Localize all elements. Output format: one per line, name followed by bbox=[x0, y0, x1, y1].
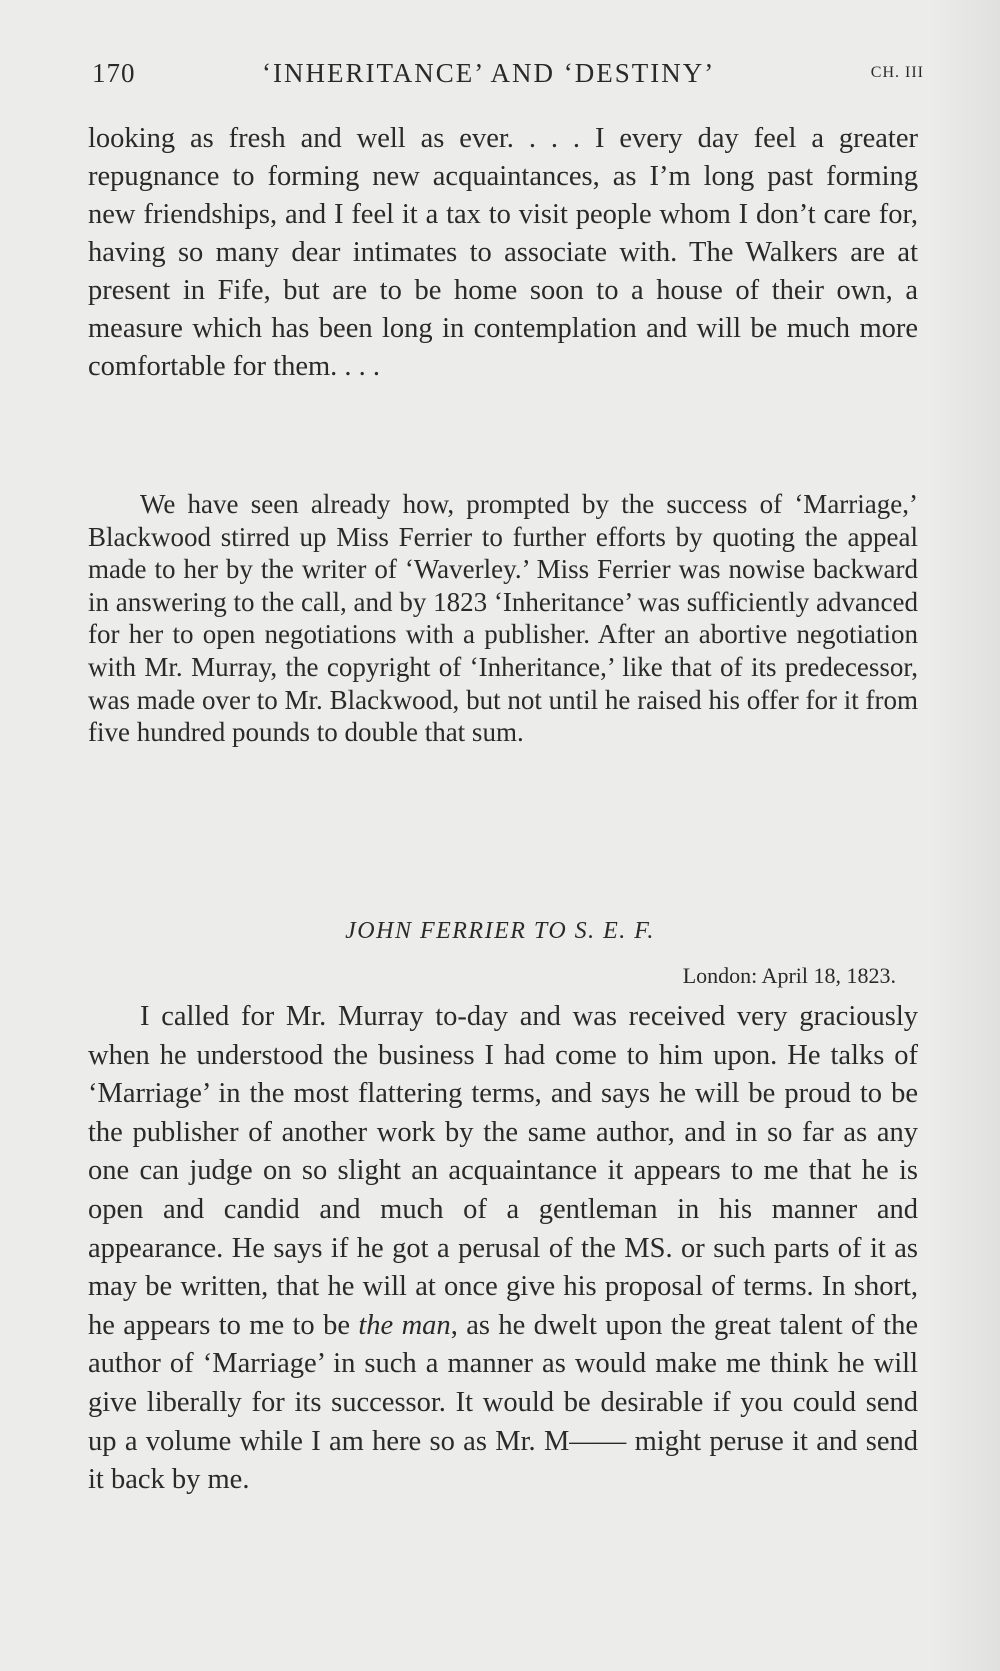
paragraph-narrative bbox=[88, 488, 918, 749]
paragraph-letter bbox=[88, 998, 918, 1500]
letter-dateline: London: April 18, 1823. bbox=[682, 963, 896, 988]
paragraph-letter-continuation bbox=[88, 120, 918, 386]
italic-emphasis: the man bbox=[358, 1309, 451, 1341]
running-head bbox=[92, 58, 924, 98]
paragraph-text-part: , as he dwelt upon the great talent of the author of ‘Marriage’ in such a manner as would make me think he will give liberally for its successor. It would be desirable if you could send up a volume while I am here so as Mr. M—— might peruse it and send it back by me. bbox=[88, 1309, 918, 1496]
page-number: 170 bbox=[92, 58, 136, 88]
paragraph-text bbox=[88, 998, 918, 1500]
paragraph-text-part: I called for Mr. Murray to-day and was received very graciously when he understood the business I had come to him upon. He talks of ‘Marriage’ in the most flattering terms, and says he will be proud to be the publisher of another work by the same author, and in so far as any one can judge on so slight an acquaintance it appears to me that he is open and candid and much of a gentleman in his manner and appearance. He says if he got a perusal of the MS. or such parts of it as may be written, that he will at once give his proposal of terms. In short, he appears to me to be bbox=[88, 1001, 918, 1341]
chapter-label: CH. III bbox=[870, 64, 924, 81]
paragraph-text: We have seen already how, prompted by the success of ‘Marriage,’ Blackwood stirred up Miss Ferrier to further efforts by quoting the appeal made to her by the writer of ‘Waverley.’ Miss Ferrier was nowise backward in answering to the call, and by 1823 ‘Inheritance’ was sufficiently advanced for her to open negotiations with a publisher. After an abortive negotiation with Mr. Murray, the copyright of ‘Inheritance,’ like that of its predecessor, was made over to Mr. Blackwood, but not until he raised his offer for it from five hundred pounds to double that sum. bbox=[88, 489, 918, 748]
paragraph-text: looking as fresh and well as ever. . . . I every day feel a greater repugnance to forming new acquaintances, as I’m long past forming new friendships, and I feel it a tax to visit people whom I don’t care for, having so many dear intimates to associate with. The Walkers are at present in Fife, but are to be home soon to a house of their own, a measure which has been long in contemplation and will be much more comfortable for them. . . . bbox=[88, 123, 918, 382]
letter-heading: JOHN FERRIER TO S. E. F. bbox=[345, 918, 655, 944]
running-title: ‘INHERITANCE’ AND ‘DESTINY’ bbox=[262, 58, 716, 88]
